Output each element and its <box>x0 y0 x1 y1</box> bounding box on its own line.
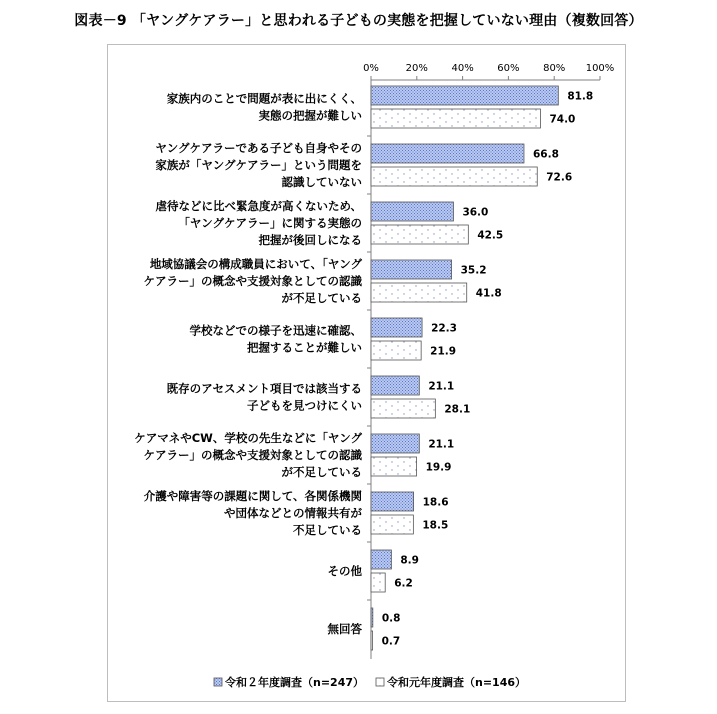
category-label-line: が不足している <box>281 291 362 305</box>
bar-series-1 <box>371 608 373 627</box>
value-label-series-1: 66.8 <box>532 148 559 161</box>
bar-series-2 <box>371 631 373 650</box>
x-tick-label: 60% <box>497 63 520 74</box>
legend-swatch-series-2 <box>376 678 384 686</box>
category-label-line: 学校などでの様子を迅速に確認、 <box>189 323 362 338</box>
category-label <box>134 431 362 479</box>
category-label-line: 把握することが難しい <box>247 340 362 355</box>
value-label-series-1: 18.6 <box>422 496 449 509</box>
value-label-series-2: 42.5 <box>477 229 504 242</box>
category-label-line: 子どもを見つけにくい <box>247 398 362 413</box>
value-label-series-1: 22.3 <box>431 322 457 335</box>
bar-series-2 <box>371 225 468 244</box>
category-label-line: 地域協議会の構成職員において、「ヤング <box>149 257 362 271</box>
value-label-series-1: 8.9 <box>400 554 419 567</box>
category-label <box>155 199 362 247</box>
value-label-series-2: 72.6 <box>546 171 573 184</box>
x-tick-label: 100% <box>585 63 615 74</box>
value-label-series-1: 36.0 <box>462 206 489 219</box>
category-label-line: 家族が「ヤングケアラー」という問題を <box>155 158 362 172</box>
value-label-series-1: 21.1 <box>428 438 455 451</box>
value-label-series-2: 28.1 <box>444 403 471 416</box>
legend-label-series-2: 令和元年度調査（n=146） <box>387 676 527 689</box>
category-label <box>144 257 363 305</box>
category-label-line: 虐待などに比べ緊急度が高くないため、 <box>155 199 362 213</box>
bar-series-1 <box>371 86 558 105</box>
category-label <box>144 489 363 537</box>
category-label <box>328 622 363 636</box>
x-tick-label: 80% <box>543 63 566 74</box>
value-label-series-2: 19.9 <box>425 461 452 474</box>
bar-series-1 <box>371 318 422 337</box>
value-label-series-2: 21.9 <box>430 345 457 358</box>
bar-series-2 <box>371 457 417 476</box>
category-label-line: 「ヤングケアラー」に関する実態の <box>178 216 362 230</box>
category-label <box>155 141 362 189</box>
bar-series-1 <box>371 550 391 569</box>
x-tick-label: 40% <box>451 63 474 74</box>
bar-series-1 <box>371 260 452 279</box>
category-label-line: 無回答 <box>327 622 362 636</box>
bar-series-1 <box>371 376 419 395</box>
category-label-line: 不足している <box>293 523 362 537</box>
value-label-series-2: 74.0 <box>549 113 576 126</box>
category-label-line: 実態の把握が難しい <box>258 108 362 123</box>
bar-series-1 <box>371 492 414 511</box>
bar-series-1 <box>371 202 453 221</box>
bar-series-2 <box>371 573 385 592</box>
category-label-line: ヤングケアラーである子ども自身やその <box>155 141 362 155</box>
bar-series-2 <box>371 109 540 128</box>
x-tick-label: 0% <box>363 63 379 74</box>
category-label-line: その他 <box>327 564 362 578</box>
legend-swatch-series-1 <box>214 678 222 686</box>
legend-label-series-1: 令和２年度調査（n=247） <box>225 676 365 689</box>
category-label <box>167 382 362 413</box>
bar-series-1 <box>371 434 419 453</box>
x-tick-label: 20% <box>405 63 428 74</box>
category-label-line: 家族内のことで問題が表に出にくく、 <box>166 91 362 106</box>
category-label-line: 把握が後回しになる <box>258 233 362 247</box>
bar-series-2 <box>371 167 537 186</box>
value-label-series-2: 18.5 <box>422 519 449 532</box>
chart-title: 図表－9 「ヤングケアラー」と思われる子どもの実態を把握していない理由（複数回答） <box>74 13 643 29</box>
category-label-line: や団体などとの情報共有が <box>224 506 362 520</box>
category-label-line: ケアラー」の概念や支援対象としての認識 <box>143 274 362 288</box>
bar-series-1 <box>371 144 524 163</box>
category-label <box>167 92 362 123</box>
category-label <box>190 324 363 355</box>
category-label-line: 介護や障害等の課題に関して、各関係機関 <box>143 489 362 503</box>
value-label-series-2: 41.8 <box>475 287 502 300</box>
category-label-line: 認識していない <box>281 175 362 189</box>
value-label-series-1: 0.8 <box>381 612 401 625</box>
bar-series-2 <box>371 399 435 418</box>
category-label-line: ケアラー」の概念や支援対象としての認識 <box>143 448 362 462</box>
category-label-line: 既存のアセスメント項目では該当する <box>166 381 362 396</box>
value-label-series-1: 35.2 <box>460 264 487 277</box>
bar-series-2 <box>371 515 413 534</box>
value-label-series-2: 6.2 <box>394 577 413 590</box>
category-label-line: が不足している <box>281 465 362 479</box>
category-label <box>328 564 363 578</box>
value-label-series-2: 0.7 <box>381 635 401 648</box>
value-label-series-1: 81.8 <box>567 90 594 103</box>
bar-series-2 <box>371 283 467 302</box>
category-label-line: ケアマネやCW、学校の先生などに「ヤング <box>134 431 362 445</box>
bar-series-2 <box>371 341 421 360</box>
value-label-series-1: 21.1 <box>428 380 455 393</box>
